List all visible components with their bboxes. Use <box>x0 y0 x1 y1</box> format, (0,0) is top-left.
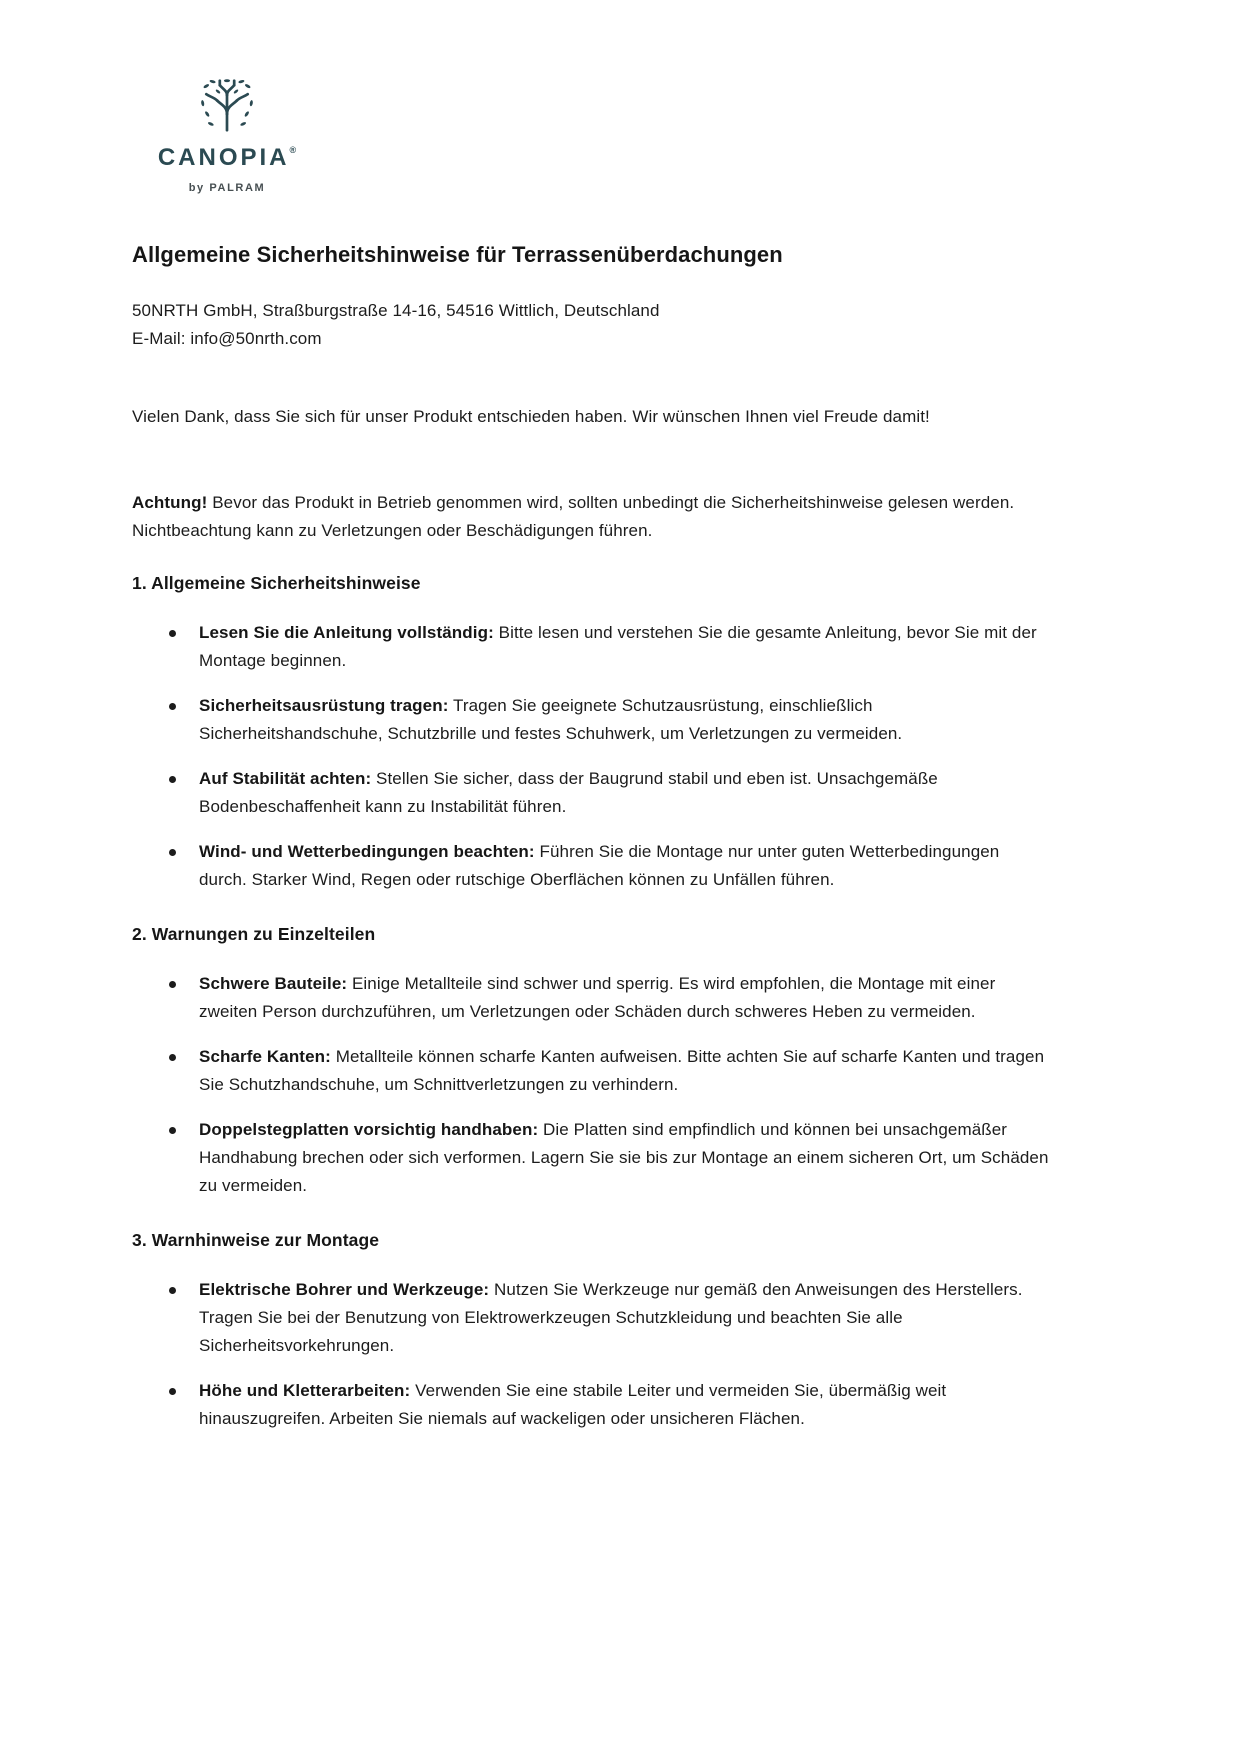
section-1-list <box>132 619 1052 894</box>
canopia-logo <box>152 78 302 202</box>
item-lead: Schwere Bauteile: <box>199 974 348 993</box>
list-item <box>132 765 1052 821</box>
tree-icon <box>198 78 256 132</box>
email-line: E-Mail: info@50nrth.com <box>132 329 322 348</box>
intro-paragraph: Vielen Dank, dass Sie sich für unser Produkt entschieden haben. Wir wünschen Ihnen viel Freude damit! <box>132 407 930 426</box>
item-lead: Elektrische Bohrer und Werkzeuge: <box>199 1280 490 1299</box>
list-item <box>132 970 1052 1026</box>
logo-wordmark <box>152 138 302 170</box>
list-item <box>132 692 1052 748</box>
item-lead: Höhe und Kletterarbeiten: <box>199 1381 411 1400</box>
item-lead: Wind- und Wetterbedingungen beachten: <box>199 842 535 861</box>
registered-mark: ® <box>289 145 297 155</box>
address-line: 50NRTH GmbH, Straßburgstraße 14-16, 54516 Wittlich, Deutschland <box>132 301 660 320</box>
list-item <box>132 838 1052 894</box>
item-lead: Doppelstegplatten vorsichtig handhaben: <box>199 1120 539 1139</box>
list-item <box>132 619 1052 675</box>
item-text: Metallteile können scharfe Kanten aufweisen. Bitte achten Sie auf scharfe Kanten und tragen Sie Schutzhandschuhe, um Schnittverletzungen zu verhindern. <box>199 1047 1045 1094</box>
company-address <box>132 297 1052 353</box>
item-text: Die Platten sind empfindlich und können bei unsachgemäßer Handhabung brechen oder sich verformen. Lagern Sie sie bis zur Montage an einem sicheren Ort, um Schäden zu vermeiden. <box>199 1120 1049 1195</box>
page-title: Allgemeine Sicherheitshinweise für Terrassenüberdachungen <box>132 242 783 267</box>
section-heading-1: 1. Allgemeine Sicherheitshinweise <box>132 573 421 593</box>
section-3-list <box>132 1276 1052 1433</box>
item-lead: Sicherheitsausrüstung tragen: <box>199 696 449 715</box>
item-lead: Auf Stabilität achten: <box>199 769 372 788</box>
item-text: Führen Sie die Montage nur unter guten Wetterbedingungen durch. Starker Wind, Regen oder rutschige Oberflächen können zu Unfällen führen. <box>199 842 1000 889</box>
document-content <box>132 240 1052 1433</box>
item-text: Bitte lesen und verstehen Sie die gesamte Anleitung, bevor Sie mit der Montage beginnen. <box>199 623 1037 670</box>
warning-text: Bevor das Produkt in Betrieb genommen wird, sollten unbedingt die Sicherheitshinweise gelesen werden. Nichtbeachtung kann zu Verletzungen oder Beschädigungen führen. <box>132 493 1015 540</box>
list-item <box>132 1377 1052 1433</box>
item-lead: Scharfe Kanten: <box>199 1047 331 1066</box>
section-2-list <box>132 970 1052 1200</box>
list-item <box>132 1116 1052 1200</box>
list-item <box>132 1276 1052 1360</box>
list-item <box>132 1043 1052 1099</box>
item-text: Stellen Sie sicher, dass der Baugrund stabil und eben ist. Unsachgemäße Bodenbeschaffenheit kann zu Instabilität führen. <box>199 769 938 816</box>
logo-byline: by PALRAM <box>188 182 266 194</box>
item-lead: Lesen Sie die Anleitung vollständig: <box>199 623 494 642</box>
item-text: Nutzen Sie Werkzeuge nur gemäß den Anweisungen des Herstellers. Tragen Sie bei der Benutzung von Elektrowerkzeugen Schutzkleidung und beachten Sie alle Sicherheitsvorkehrungen. <box>199 1280 1023 1355</box>
section-heading-3: 3. Warnhinweise zur Montage <box>132 1230 380 1250</box>
section-heading-2: 2. Warnungen zu Einzelteilen <box>132 924 376 944</box>
item-text: Einige Metallteile sind schwer und sperrig. Es wird empfohlen, die Montage mit einer zweiten Person durchzuführen, um Verletzungen oder Schäden durch schweres Heben zu vermeiden. <box>199 974 996 1021</box>
warning-lead: Achtung! <box>132 493 208 512</box>
item-text: Verwenden Sie eine stabile Leiter und vermeiden Sie, übermäßig weit hinauszugreifen. Arbeiten Sie niemals auf wackeligen oder unsicheren Flächen. <box>199 1381 947 1428</box>
brand-name: CANOPIA <box>157 144 290 171</box>
warning-paragraph <box>132 489 1052 545</box>
item-text: Tragen Sie geeignete Schutzausrüstung, einschließlich Sicherheitshandschuhe, Schutzbrille und festes Schuhwerk, um Verletzungen zu vermeiden. <box>199 696 903 743</box>
